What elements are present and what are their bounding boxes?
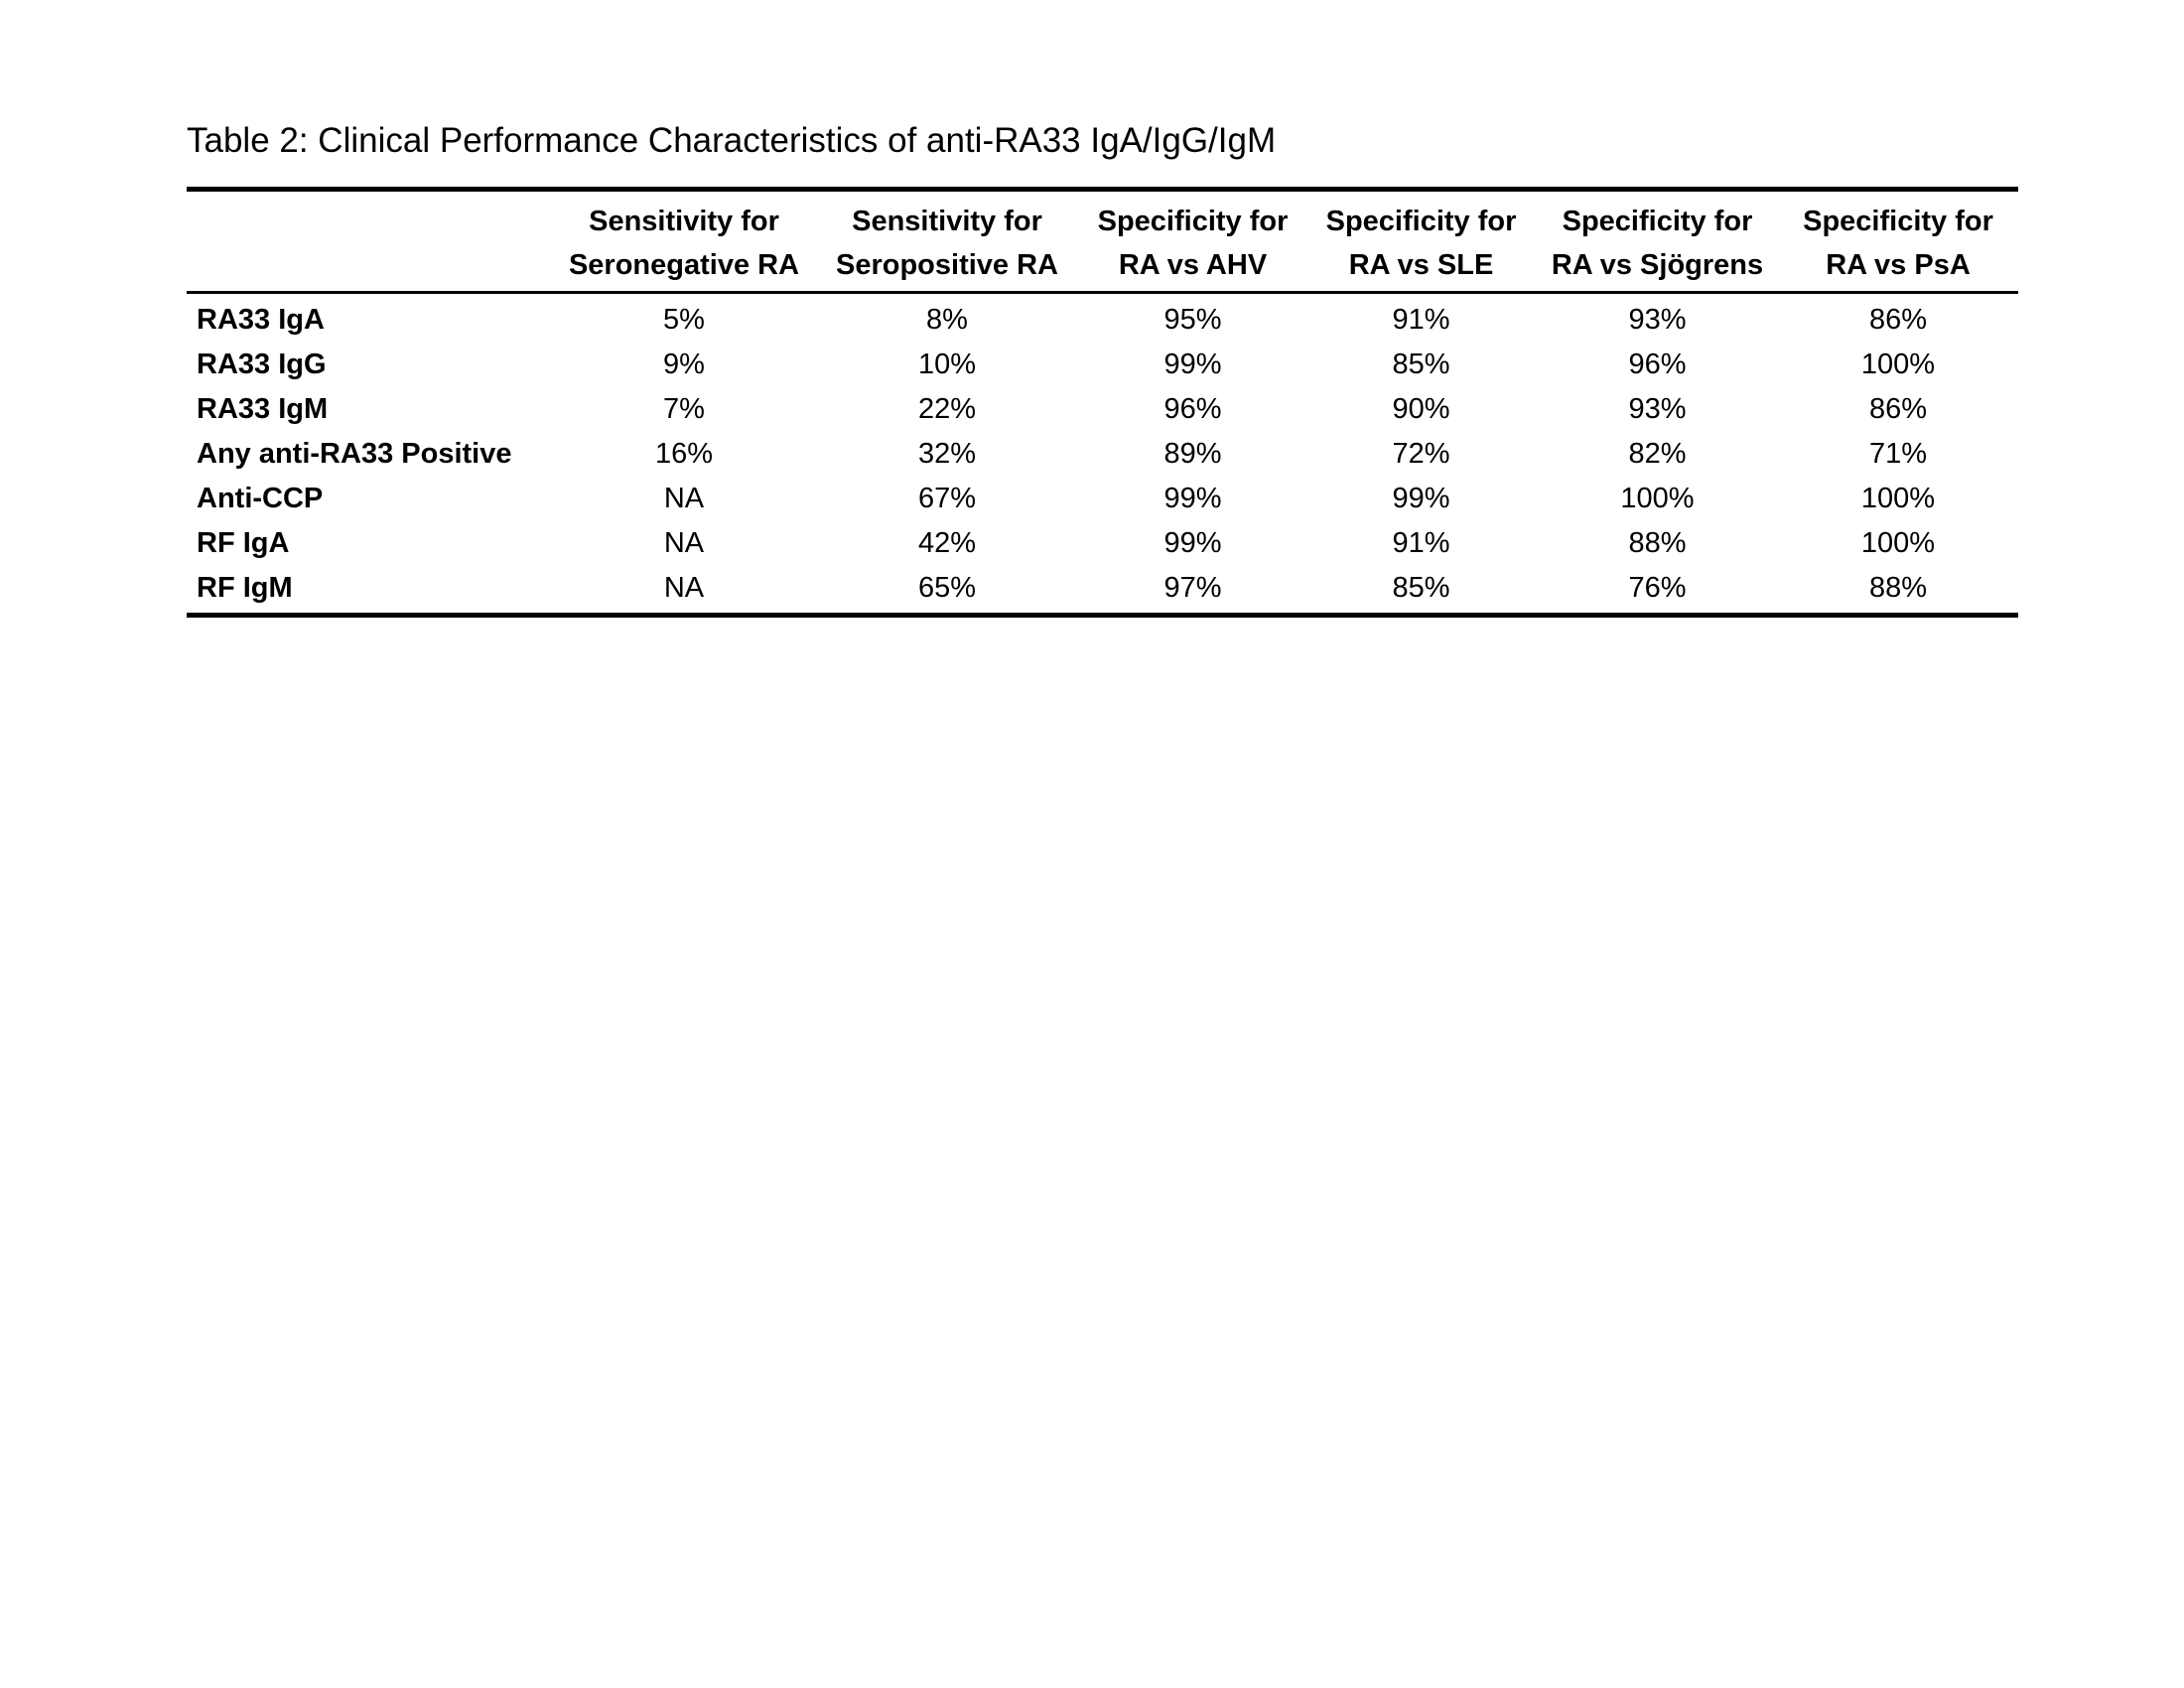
- table-cell: 99%: [1163, 527, 1222, 559]
- column-header-line2: Seronegative RA: [568, 249, 800, 281]
- table-cell: 85%: [1305, 566, 1537, 616]
- column-header-seropositive: [814, 190, 1080, 293]
- table-cell: 88%: [1778, 566, 2018, 616]
- table-cell: 88%: [1628, 527, 1687, 559]
- table-cell: 89%: [1163, 438, 1222, 470]
- table-row: [187, 343, 2018, 387]
- table-cell: 91%: [1392, 304, 1450, 336]
- column-header-sjogrens: [1537, 190, 1778, 293]
- table-cell: 76%: [1537, 566, 1778, 616]
- table-cell: 7%: [663, 393, 705, 425]
- column-header-line2: RA vs PsA: [1826, 249, 1971, 281]
- row-label: RA33 IgM: [197, 393, 329, 425]
- column-header-line1: Specificity for: [1325, 206, 1517, 237]
- column-header-sle: [1305, 190, 1537, 293]
- table-row: [187, 477, 2018, 521]
- table-cell: NA: [663, 527, 705, 559]
- table-cell: 32%: [917, 438, 977, 470]
- table-cell: 65%: [814, 566, 1080, 616]
- row-label: RA33 IgA: [197, 304, 325, 336]
- table-cell: 99%: [1163, 349, 1222, 380]
- row-label: RF IgA: [197, 527, 290, 559]
- table-cell: 72%: [1392, 438, 1450, 470]
- column-header-blank: [187, 190, 554, 293]
- table-cell: 10%: [917, 349, 977, 380]
- table-cell: 100%: [1860, 349, 1936, 380]
- table-cell: 86%: [1868, 304, 1928, 336]
- table-cell: 97%: [1080, 566, 1305, 616]
- column-header-line2: RA vs AHV: [1118, 249, 1268, 281]
- column-header-line1: Specificity for: [1803, 206, 1993, 237]
- column-header-line2: RA vs SLE: [1348, 249, 1494, 281]
- table-cell: 99%: [1392, 483, 1450, 514]
- column-header-line1: Specificity for: [1097, 206, 1289, 237]
- table-row: [187, 387, 2018, 432]
- column-header-line1: Specificity for: [1562, 206, 1753, 237]
- table-row: [187, 293, 2018, 344]
- column-header-line2: Seropositive RA: [836, 249, 1058, 281]
- table-cell: 85%: [1392, 349, 1450, 380]
- table-body: [187, 293, 2018, 616]
- table-cell: 22%: [917, 393, 977, 425]
- row-label: RA33 IgG: [197, 349, 327, 380]
- table-cell: 86%: [1868, 393, 1928, 425]
- table-cell: 8%: [926, 304, 968, 336]
- table-cell: 100%: [1860, 527, 1936, 559]
- table-cell: 95%: [1163, 304, 1222, 336]
- table-header-row: [187, 190, 2018, 293]
- table-cell: 93%: [1628, 304, 1687, 336]
- table-cell: 91%: [1392, 527, 1450, 559]
- row-label: RF IgM: [187, 566, 554, 616]
- column-header-ahv: [1080, 190, 1305, 293]
- table-row: [187, 521, 2018, 566]
- table-container: [187, 187, 2018, 618]
- table-cell: 5%: [663, 304, 705, 336]
- table-cell: NA: [554, 566, 814, 616]
- row-label: Anti-CCP: [197, 483, 324, 514]
- table-cell: 100%: [1620, 483, 1695, 514]
- table-cell: 9%: [663, 349, 705, 380]
- table-cell: 96%: [1628, 349, 1687, 380]
- table-cell: 71%: [1868, 438, 1928, 470]
- table-row: [187, 432, 2018, 477]
- table-row: [187, 566, 2018, 616]
- column-header-seronegative: [554, 190, 814, 293]
- column-header-line1: Sensitivity for: [852, 206, 1042, 237]
- table-cell: 100%: [1860, 483, 1936, 514]
- table-cell: 16%: [654, 438, 714, 470]
- performance-table: [187, 187, 2018, 618]
- table-cell: 93%: [1628, 393, 1687, 425]
- table-cell: 96%: [1163, 393, 1222, 425]
- table-cell: NA: [663, 483, 705, 514]
- table-cell: 90%: [1392, 393, 1450, 425]
- table-cell: 82%: [1628, 438, 1687, 470]
- table-title: Table 2: Clinical Performance Characteristics of anti-RA33 IgA/IgG/IgM: [187, 121, 1277, 160]
- table-cell: 42%: [917, 527, 977, 559]
- column-header-line1: Sensitivity for: [589, 206, 779, 237]
- table-cell: 99%: [1163, 483, 1222, 514]
- column-header-line2: RA vs Sjögrens: [1551, 249, 1764, 281]
- table-cell: 67%: [917, 483, 977, 514]
- column-header-psa: [1778, 190, 2018, 293]
- row-label: Any anti-RA33 Positive: [197, 438, 512, 470]
